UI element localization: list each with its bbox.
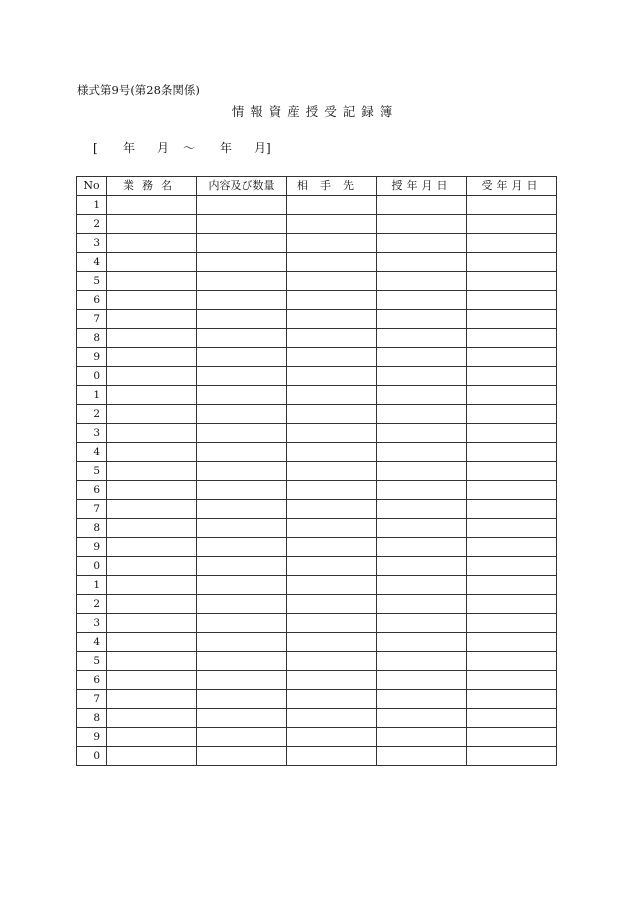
give-date-cell[interactable] (377, 272, 467, 291)
row-number: 5 (77, 462, 107, 481)
receive-date-cell[interactable] (467, 557, 557, 576)
business-name-cell[interactable] (107, 614, 197, 633)
counterparty-cell[interactable] (287, 614, 377, 633)
row-number: 9 (77, 538, 107, 557)
table-row (77, 310, 557, 329)
table-row (77, 595, 557, 614)
table-row (77, 367, 557, 386)
receive-date-cell[interactable] (467, 253, 557, 272)
give-date-cell[interactable] (377, 728, 467, 747)
give-date-cell[interactable] (377, 519, 467, 538)
table-row (77, 462, 557, 481)
table-row (77, 747, 557, 766)
give-date-cell[interactable] (377, 462, 467, 481)
counterparty-cell[interactable] (287, 462, 377, 481)
counterparty-cell[interactable] (287, 329, 377, 348)
record-table (76, 176, 557, 766)
give-date-cell[interactable] (377, 291, 467, 310)
give-date-cell[interactable] (377, 576, 467, 595)
content-quantity-cell[interactable] (197, 443, 287, 462)
business-name-cell[interactable] (107, 595, 197, 614)
receive-date-cell[interactable] (467, 595, 557, 614)
give-date-cell[interactable] (377, 329, 467, 348)
give-date-cell[interactable] (377, 671, 467, 690)
business-name-cell[interactable] (107, 709, 197, 728)
period-start-month-label: 月 (157, 141, 170, 155)
content-quantity-cell[interactable] (197, 671, 287, 690)
content-quantity-cell[interactable] (197, 519, 287, 538)
content-quantity-cell[interactable] (197, 500, 287, 519)
give-date-cell[interactable] (377, 253, 467, 272)
business-name-cell[interactable] (107, 291, 197, 310)
give-date-cell[interactable] (377, 538, 467, 557)
give-date-cell[interactable] (377, 690, 467, 709)
table-row (77, 728, 557, 747)
content-quantity-cell[interactable] (197, 595, 287, 614)
receive-date-cell[interactable] (467, 652, 557, 671)
content-quantity-cell[interactable] (197, 348, 287, 367)
row-number: 3 (77, 614, 107, 633)
business-name-cell[interactable] (107, 481, 197, 500)
business-name-cell[interactable] (107, 690, 197, 709)
row-number: 2 (77, 595, 107, 614)
give-date-cell[interactable] (377, 633, 467, 652)
receive-date-cell[interactable] (467, 424, 557, 443)
receive-date-cell[interactable] (467, 576, 557, 595)
row-number: 8 (77, 329, 107, 348)
counterparty-cell[interactable] (287, 519, 377, 538)
give-date-cell[interactable] (377, 386, 467, 405)
counterparty-cell[interactable] (287, 234, 377, 253)
header-row (77, 177, 557, 196)
table-row (77, 690, 557, 709)
content-quantity-cell[interactable] (197, 424, 287, 443)
table-row (77, 386, 557, 405)
header-business-name: 業務名 (107, 177, 197, 196)
business-name-cell[interactable] (107, 538, 197, 557)
counterparty-cell[interactable] (287, 443, 377, 462)
counterparty-cell[interactable] (287, 595, 377, 614)
business-name-cell[interactable] (107, 747, 197, 766)
content-quantity-cell[interactable] (197, 310, 287, 329)
give-date-cell[interactable] (377, 443, 467, 462)
header-receive-date: 受年月日 (467, 177, 557, 196)
give-date-cell[interactable] (377, 310, 467, 329)
business-name-cell[interactable] (107, 367, 197, 386)
row-number: 1 (77, 576, 107, 595)
business-name-cell[interactable] (107, 633, 197, 652)
row-number: 4 (77, 443, 107, 462)
counterparty-cell[interactable] (287, 747, 377, 766)
receive-date-cell[interactable] (467, 329, 557, 348)
row-number: 0 (77, 367, 107, 386)
period-line (93, 140, 283, 156)
receive-date-cell[interactable] (467, 747, 557, 766)
row-number: 0 (77, 557, 107, 576)
business-name-cell[interactable] (107, 329, 197, 348)
give-date-cell[interactable] (377, 234, 467, 253)
counterparty-cell[interactable] (287, 196, 377, 215)
content-quantity-cell[interactable] (197, 462, 287, 481)
receive-date-cell[interactable] (467, 633, 557, 652)
counterparty-cell[interactable] (287, 728, 377, 747)
give-date-cell[interactable] (377, 595, 467, 614)
row-number: 4 (77, 253, 107, 272)
row-number: 3 (77, 424, 107, 443)
header-counterparty: 相手先 (287, 177, 377, 196)
give-date-cell[interactable] (377, 405, 467, 424)
give-date-cell[interactable] (377, 614, 467, 633)
give-date-cell[interactable] (377, 481, 467, 500)
content-quantity-cell[interactable] (197, 215, 287, 234)
table-row (77, 538, 557, 557)
receive-date-cell[interactable] (467, 538, 557, 557)
content-quantity-cell[interactable] (197, 557, 287, 576)
row-number: 7 (77, 310, 107, 329)
table-row (77, 196, 557, 215)
receive-date-cell[interactable] (467, 234, 557, 253)
give-date-cell[interactable] (377, 500, 467, 519)
receive-date-cell[interactable] (467, 443, 557, 462)
content-quantity-cell[interactable] (197, 272, 287, 291)
business-name-cell[interactable] (107, 348, 197, 367)
business-name-cell[interactable] (107, 576, 197, 595)
table-row (77, 671, 557, 690)
give-date-cell[interactable] (377, 747, 467, 766)
table-row (77, 709, 557, 728)
content-quantity-cell[interactable] (197, 614, 287, 633)
row-number: 6 (77, 481, 107, 500)
counterparty-cell[interactable] (287, 386, 377, 405)
row-number: 7 (77, 500, 107, 519)
row-number: 2 (77, 405, 107, 424)
table-row (77, 329, 557, 348)
content-quantity-cell[interactable] (197, 234, 287, 253)
counterparty-cell[interactable] (287, 291, 377, 310)
row-number: 9 (77, 348, 107, 367)
table-row (77, 557, 557, 576)
content-quantity-cell[interactable] (197, 196, 287, 215)
row-number: 5 (77, 272, 107, 291)
period-start-year-label: 年 (123, 141, 136, 155)
row-number: 3 (77, 234, 107, 253)
period-end-month-label: 月] (254, 141, 271, 155)
table-row (77, 519, 557, 538)
receive-date-cell[interactable] (467, 614, 557, 633)
receive-date-cell[interactable] (467, 728, 557, 747)
business-name-cell[interactable] (107, 215, 197, 234)
row-number: 8 (77, 709, 107, 728)
content-quantity-cell[interactable] (197, 367, 287, 386)
receive-date-cell[interactable] (467, 348, 557, 367)
row-number: 0 (77, 747, 107, 766)
receive-date-cell[interactable] (467, 462, 557, 481)
receive-date-cell[interactable] (467, 291, 557, 310)
give-date-cell[interactable] (377, 215, 467, 234)
business-name-cell[interactable] (107, 424, 197, 443)
content-quantity-cell[interactable] (197, 253, 287, 272)
business-name-cell[interactable] (107, 557, 197, 576)
table-row (77, 481, 557, 500)
counterparty-cell[interactable] (287, 652, 377, 671)
period-open-bracket: [ (93, 141, 98, 155)
business-name-cell[interactable] (107, 462, 197, 481)
table-row (77, 614, 557, 633)
content-quantity-cell[interactable] (197, 652, 287, 671)
business-name-cell[interactable] (107, 500, 197, 519)
table-row (77, 348, 557, 367)
receive-date-cell[interactable] (467, 310, 557, 329)
row-number: 1 (77, 196, 107, 215)
counterparty-cell[interactable] (287, 424, 377, 443)
period-end-year-label: 年 (220, 141, 233, 155)
counterparty-cell[interactable] (287, 690, 377, 709)
row-number: 7 (77, 690, 107, 709)
business-name-cell[interactable] (107, 196, 197, 215)
content-quantity-cell[interactable] (197, 481, 287, 500)
row-number: 1 (77, 386, 107, 405)
table-row (77, 405, 557, 424)
give-date-cell[interactable] (377, 348, 467, 367)
header-content-quantity: 内容及び数量 (197, 177, 287, 196)
business-name-cell[interactable] (107, 272, 197, 291)
content-quantity-cell[interactable] (197, 405, 287, 424)
business-name-cell[interactable] (107, 253, 197, 272)
period-tilde: ～ (183, 141, 196, 155)
table-row (77, 500, 557, 519)
row-number: 6 (77, 291, 107, 310)
counterparty-cell[interactable] (287, 405, 377, 424)
table-row (77, 633, 557, 652)
counterparty-cell[interactable] (287, 215, 377, 234)
counterparty-cell[interactable] (287, 253, 377, 272)
business-name-cell[interactable] (107, 519, 197, 538)
header-give-date: 授年月日 (377, 177, 467, 196)
content-quantity-cell[interactable] (197, 709, 287, 728)
content-quantity-cell[interactable] (197, 386, 287, 405)
content-quantity-cell[interactable] (197, 690, 287, 709)
content-quantity-cell[interactable] (197, 329, 287, 348)
table-row (77, 424, 557, 443)
business-name-cell[interactable] (107, 728, 197, 747)
table-row (77, 234, 557, 253)
counterparty-cell[interactable] (287, 633, 377, 652)
row-number: 6 (77, 671, 107, 690)
row-number: 8 (77, 519, 107, 538)
counterparty-cell[interactable] (287, 348, 377, 367)
table-row (77, 652, 557, 671)
receive-date-cell[interactable] (467, 500, 557, 519)
give-date-cell[interactable] (377, 557, 467, 576)
document-title: 情報資産授受記録簿 (231, 104, 399, 119)
receive-date-cell[interactable] (467, 690, 557, 709)
give-date-cell[interactable] (377, 196, 467, 215)
receive-date-cell[interactable] (467, 519, 557, 538)
give-date-cell[interactable] (377, 367, 467, 386)
row-number: 9 (77, 728, 107, 747)
counterparty-cell[interactable] (287, 671, 377, 690)
counterparty-cell[interactable] (287, 481, 377, 500)
form-number: 様式第9号(第28条関係) (77, 83, 200, 97)
content-quantity-cell[interactable] (197, 576, 287, 595)
counterparty-cell[interactable] (287, 709, 377, 728)
content-quantity-cell[interactable] (197, 291, 287, 310)
business-name-cell[interactable] (107, 405, 197, 424)
receive-date-cell[interactable] (467, 481, 557, 500)
row-number: 2 (77, 215, 107, 234)
receive-date-cell[interactable] (467, 386, 557, 405)
give-date-cell[interactable] (377, 424, 467, 443)
receive-date-cell[interactable] (467, 709, 557, 728)
business-name-cell[interactable] (107, 386, 197, 405)
business-name-cell[interactable] (107, 234, 197, 253)
content-quantity-cell[interactable] (197, 747, 287, 766)
header-no: No (77, 177, 107, 196)
table-row (77, 272, 557, 291)
row-number: 4 (77, 633, 107, 652)
table-row (77, 576, 557, 595)
give-date-cell[interactable] (377, 709, 467, 728)
counterparty-cell[interactable] (287, 557, 377, 576)
counterparty-cell[interactable] (287, 310, 377, 329)
content-quantity-cell[interactable] (197, 633, 287, 652)
receive-date-cell[interactable] (467, 215, 557, 234)
receive-date-cell[interactable] (467, 405, 557, 424)
table-row (77, 215, 557, 234)
content-quantity-cell[interactable] (197, 538, 287, 557)
counterparty-cell[interactable] (287, 367, 377, 386)
table-row (77, 291, 557, 310)
receive-date-cell[interactable] (467, 272, 557, 291)
receive-date-cell[interactable] (467, 671, 557, 690)
business-name-cell[interactable] (107, 310, 197, 329)
counterparty-cell[interactable] (287, 538, 377, 557)
content-quantity-cell[interactable] (197, 728, 287, 747)
business-name-cell[interactable] (107, 443, 197, 462)
table-row (77, 253, 557, 272)
counterparty-cell[interactable] (287, 500, 377, 519)
row-number: 5 (77, 652, 107, 671)
receive-date-cell[interactable] (467, 196, 557, 215)
business-name-cell[interactable] (107, 671, 197, 690)
counterparty-cell[interactable] (287, 576, 377, 595)
table-row (77, 443, 557, 462)
counterparty-cell[interactable] (287, 272, 377, 291)
business-name-cell[interactable] (107, 652, 197, 671)
receive-date-cell[interactable] (467, 367, 557, 386)
give-date-cell[interactable] (377, 652, 467, 671)
